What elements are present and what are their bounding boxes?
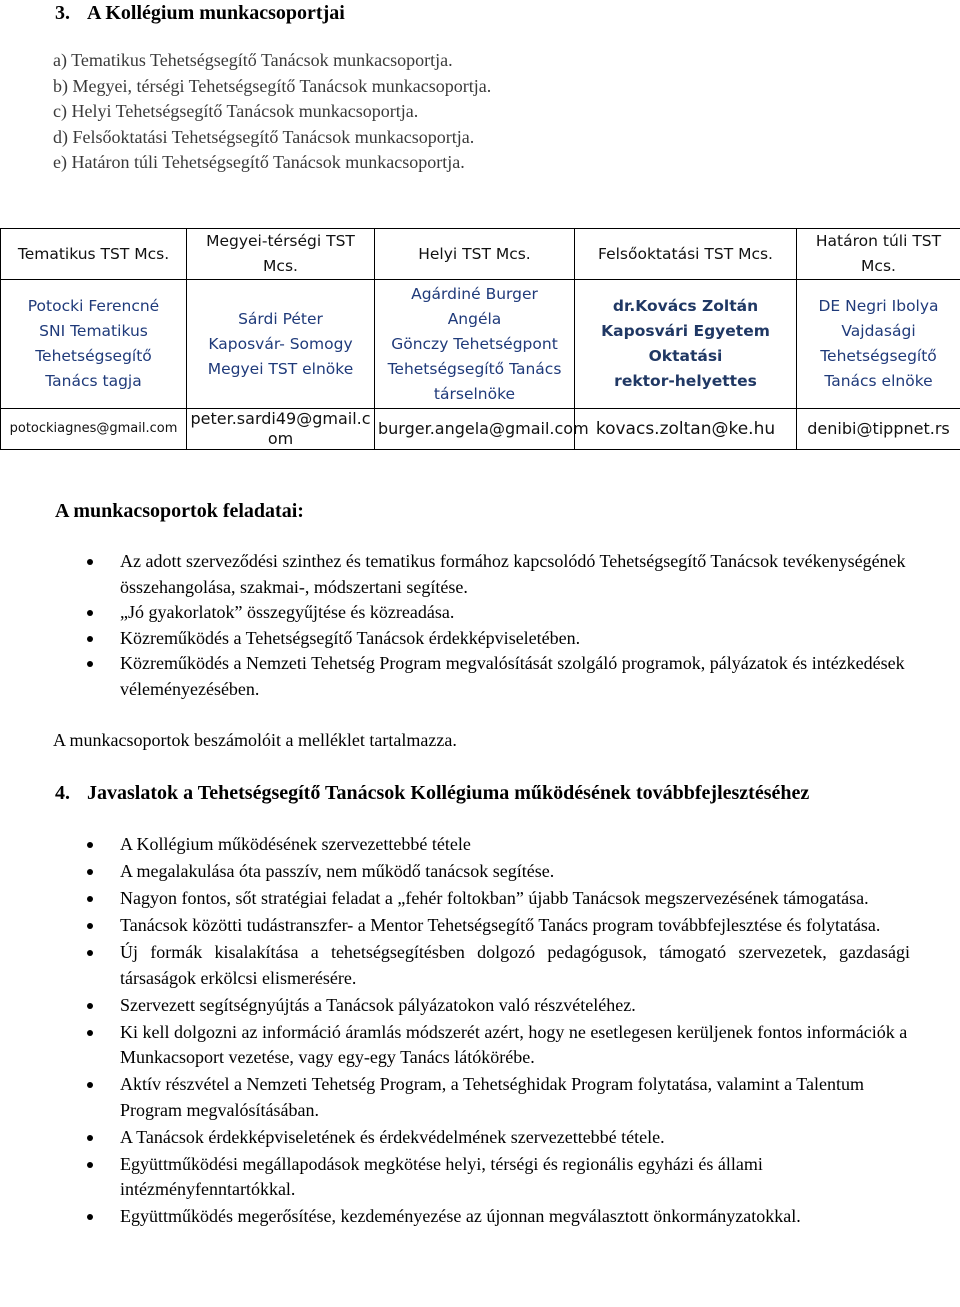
section-3-heading [55,0,345,26]
section-number: 3. [55,2,70,24]
list-item [0,626,910,652]
list-item-text: Új formák kisalakítása a tehetségsegítésben dolgozó pedagógusok, támogató szervezetek, gazdasági társaságok erkölcsi elismerésére. [120,942,910,988]
list-item-text: Nagyon fontos, sőt stratégiai feladat a „fehér foltokban” újabb Tanácsok megszervezésének támogatása. [120,888,869,908]
list-item-text: Az adott szerveződési szinthez és tematikus formához kapcsolódó Tehetségsegítő Tanácsok tevékenységének összehangolása, szakmai-, módszertani segítése. [120,551,906,597]
list-item: b) Megyei, térségi Tehetségsegítő Tanácsok munkacsoportja. [53,75,492,96]
list-item [0,886,910,912]
email-link[interactable]: denibi@tippnet.rs [797,409,960,450]
table-header-cell: Határon túli TST Mcs. [797,229,960,280]
section-4-heading [55,779,809,807]
cell-line: Tehetségsegítő [820,347,937,365]
cell-line: rektor-helyettes [614,372,757,390]
cell-line: Angéla [447,309,502,328]
list-item [0,832,910,858]
section-number: 4. [55,782,70,804]
cell-line: dr.Kovács Zoltán [612,297,759,315]
bullet-icon [87,1135,93,1141]
bullet-icon [87,1162,93,1168]
email-row [1,409,960,450]
cell-line: SNI Tematikus [39,322,148,340]
cell-line: Vajdasági [841,322,916,340]
tasks-note: A munkacsoportok beszámolóit a melléklet tartalmazza. [53,730,457,750]
list-item-text: Szervezett segítségnyújtás a Tanácsok pályázatokon való részvételéhez. [120,994,636,1015]
leader-cell [797,280,960,409]
list-item [0,1125,910,1151]
bullet-icon [87,950,93,956]
list-item: a) Tematikus Tehetségsegítő Tanácsok munkacsoportja. [53,50,453,70]
list-item [0,859,910,885]
bullet-icon [87,923,93,929]
list-item [0,993,910,1019]
bullet-icon [87,1082,93,1088]
cell-line: Tanács tagja [45,372,142,390]
working-group-table [0,228,960,450]
list-item [0,1204,910,1230]
table-row [1,280,960,409]
table-header-cell: Felsőoktatási TST Mcs. [575,229,797,280]
email-link[interactable]: burger.angela@gmail.com [375,409,575,450]
list-item-text: Együttműködési megállapodások megkötése helyi, térségi és regionális egyházi és állami intézményfenntartókkal. [120,1153,763,1199]
list-item-text: Tanácsok közötti tudástranszfer- a Mentor Tehetségsegítő Tanács program továbbfejlesztése és folytatása. [120,915,881,935]
bullet-icon [87,636,93,642]
cell-line: Kaposvár- Somogy [208,334,353,353]
bullet-icon [87,869,93,875]
list-item-text: Ki kell dolgozni az információ áramlás módszerét azért, hogy ne esetlegesen kerüljenek fontos információk a Munkacsoport vezetése, vagy egy-egy Tanács látókörébe. [120,1021,908,1067]
bullet-icon [87,896,93,902]
cell-line: Oktatási [648,347,723,365]
bullet-icon [87,1003,93,1009]
leader-cell [375,280,575,409]
tasks-list [0,549,910,702]
table-header-cell: Helyi TST Mcs. [375,229,575,280]
list-item [0,600,910,626]
list-item-text: Aktív részvétel a Nemzeti Tehetség Program, a Tehetséghidak Program folytatása, valamint a Talentum Program megvalósításában. [120,1074,864,1120]
list-item [0,913,910,939]
cell-line: Megyei TST elnöke [207,359,354,378]
table-header-cell: Tematikus TST Mcs. [1,229,187,280]
cell-line: Kaposvári Egyetem [601,322,770,340]
list-item [0,549,910,600]
leader-cell [575,280,797,409]
cell-line: társelnöke [433,384,516,403]
cell-line: Sárdi Péter [238,309,323,328]
table-header-row [1,229,960,280]
bullet-icon [87,1030,93,1036]
tasks-heading: A munkacsoportok feladatai: [55,500,304,522]
bullet-icon [87,661,93,667]
leader-cell [187,280,375,409]
list-item-text: Közreműködés a Nemzeti Tehetség Program megvalósítását szolgáló programok, pályázatok és intézkedések véleményezésében. [120,653,905,699]
list-item-text: Együttműködés megerősítése, kezdeményezése az újonnan megválasztott önkormányzatokkal. [120,1206,801,1226]
section-title: A Kollégium munkacsoportjai [87,2,345,24]
list-item-text: A Kollégium működésének szervezettebbé tétele [120,834,471,854]
list-item-text: A megalakulása óta passzív, nem működő tanácsok segítése. [120,861,555,881]
email-link[interactable]: kovacs.zoltan@ke.hu [575,409,797,450]
bullet-icon [87,1214,93,1220]
list-item: e) Határon túli Tehetségsegítő Tanácsok munkacsoportja. [53,152,465,172]
cell-line: Agárdiné Burger [411,284,538,303]
list-item [0,1020,910,1071]
bullet-icon [87,610,93,616]
table-header-cell: Megyei-térségi TST Mcs. [187,229,375,280]
proposals-list [0,832,910,1231]
cell-line: Tehetségsegítő Tanács [387,359,562,378]
cell-line: Tanács elnöke [824,372,933,390]
list-item-text: A Tanácsok érdekképviseletének és érdekvédelmének szervezettebbé tétele. [120,1126,665,1147]
list-item-text: Közreműködés a Tehetségsegítő Tanácsok érdekképviseletében. [120,627,581,648]
email-link[interactable]: peter.sardi49@gmail.com [187,409,375,450]
list-item-text: „Jó gyakorlatok” összegyűjtése és közreadása. [120,602,455,622]
list-item [0,651,910,702]
list-item [0,1152,910,1203]
list-item [0,940,910,991]
cell-line: Potocki Ferencné [27,297,160,315]
section-title: Javaslatok a Tehetségsegítő Tanácsok Kollégiuma működésének továbbfejlesztéséhez [87,782,810,804]
bullet-icon [87,842,93,848]
cell-line: DE Negri Ibolya [818,297,939,315]
cell-line: Tehetségsegítő [35,347,152,365]
list-item [0,1072,910,1123]
list-item: d) Felsőoktatási Tehetségsegítő Tanácsok munkacsoportja. [53,126,475,147]
bullet-icon [87,559,93,565]
cell-line: Gönczy Tehetségpont [391,334,558,353]
list-item: c) Helyi Tehetségsegítő Tanácsok munkacsoportja. [53,101,419,121]
working-group-list [53,48,491,176]
email-link[interactable]: potockiagnes@gmail.com [1,409,187,450]
leader-cell [1,280,187,409]
